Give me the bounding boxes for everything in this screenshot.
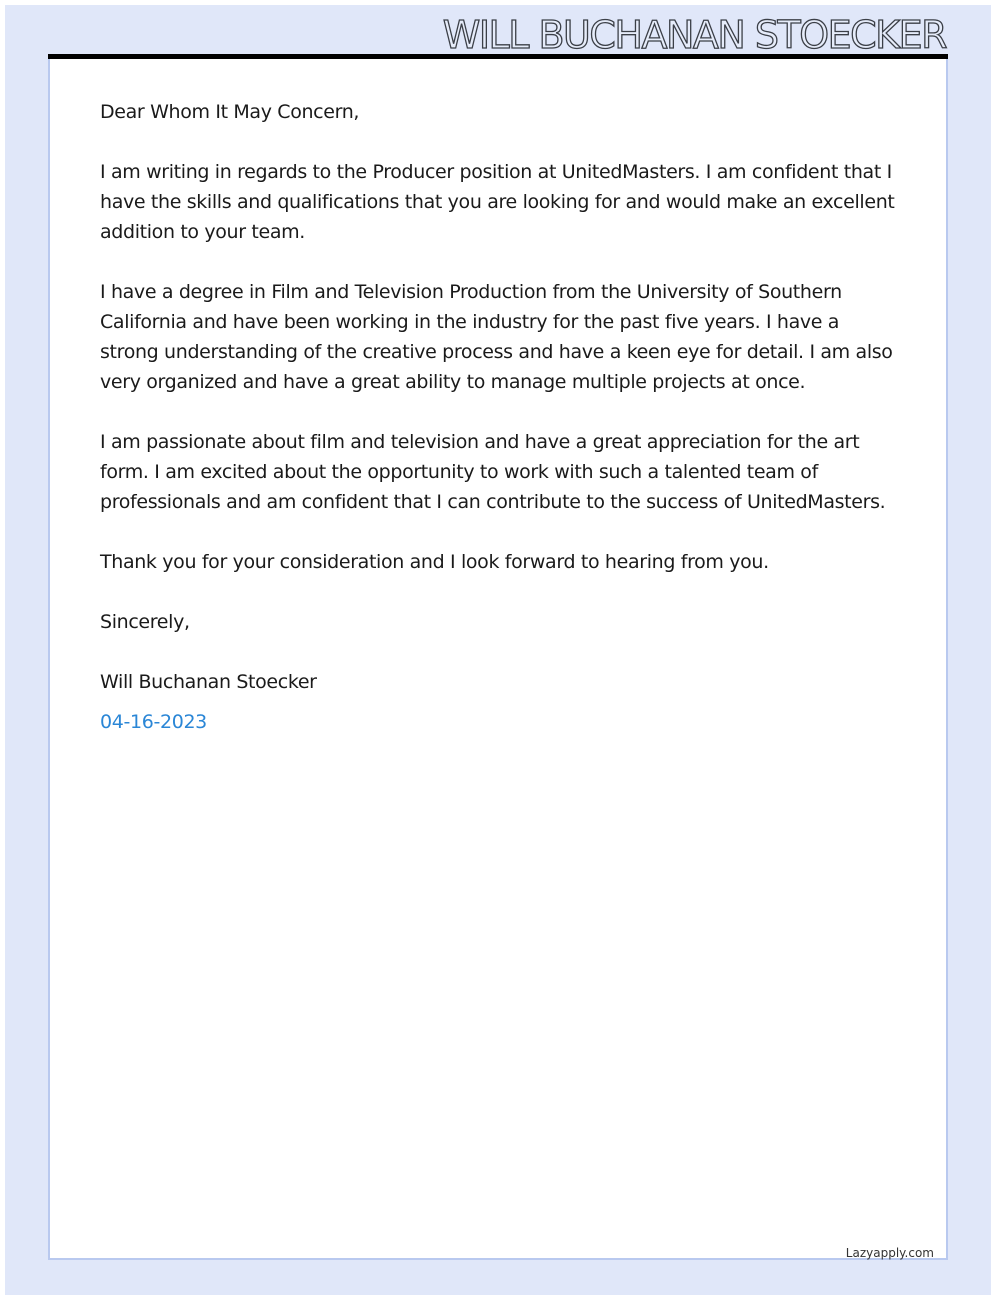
paragraph-passion: I am passionate about film and television and have a great appreciation for the art form. I am excited about the opportunity to work with such a talented team of professionals and am confident that I can contribute to the success of UnitedMasters.: [100, 431, 886, 513]
letter-date: 04-16-2023: [100, 711, 207, 733]
paragraph-intro: I am writing in regards to the Producer position at UnitedMasters. I am confident that I have the skills and qualifications that you are looking for and would make an excellent addition to your team.: [100, 161, 895, 243]
closing: Sincerely,: [100, 611, 190, 633]
paragraph-background: I have a degree in Film and Television Production from the University of Southern California and have been working in the industry for the past five years. I have a strong understanding of the creative process and have a keen eye for detail. I am also very organized and have a great ability to manage multiple projects at once.: [100, 281, 893, 393]
applicant-name-header: WILL BUCHANAN STOECKER: [442, 13, 946, 57]
cover-letter-body: [100, 97, 900, 767]
paragraph-thanks: Thank you for your consideration and I look forward to hearing from you.: [100, 551, 769, 573]
signature-name: Will Buchanan Stoecker: [100, 671, 317, 693]
salutation: Dear Whom It May Concern,: [100, 101, 360, 123]
watermark-link[interactable]: Lazyapply.com: [845, 1246, 934, 1260]
